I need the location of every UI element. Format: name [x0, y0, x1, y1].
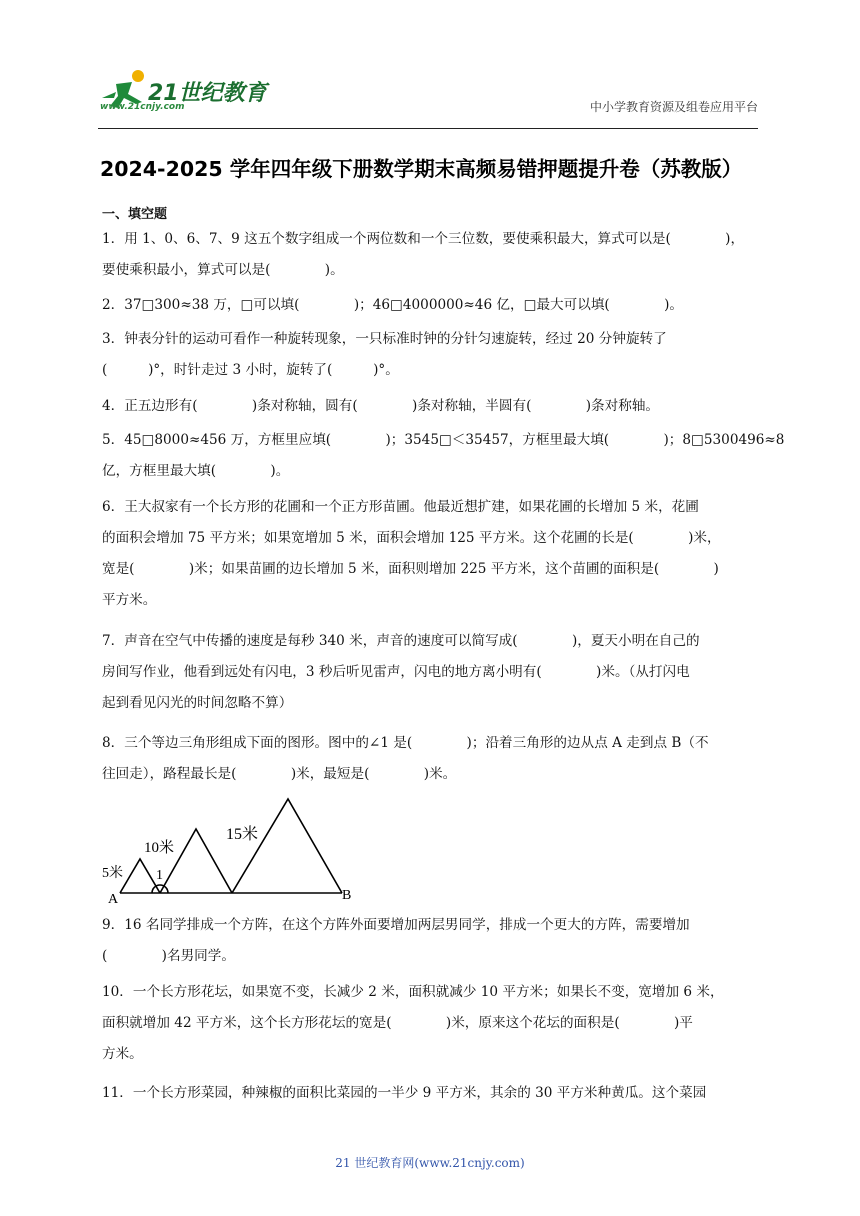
question-line: 8．三个等边三角形组成下面的图形。图中的∠1 是( )；沿着三角形的边从点 A 走到点 B（不 — [102, 735, 709, 751]
header-tagline: 中小学教育资源及组卷应用平台 — [589, 100, 758, 114]
question-line: 6．王大叔家有一个长方形的花圃和一个正方形苗圃。他最近想扩建，如果花圃的长增加 5 米，花圃 — [102, 499, 699, 515]
question-1 — [102, 224, 758, 286]
question-8 — [102, 728, 758, 790]
question-line: 往回走），路程最长是( )米，最短是( )米。 — [102, 766, 457, 782]
question-3 — [102, 324, 758, 386]
question-line: 5．45□8000≈456 万，方框里应填( )；3545□＜35457，方框里最大填( )；8□5300496≈8 — [102, 432, 785, 448]
question-line: 起到看见闪光的时间忽略不算） — [102, 695, 293, 711]
question-line: 3．钟表分针的运动可看作一种旋转现象，一只标准时钟的分针匀速旋转，经过 20 分钟旋转了 — [102, 331, 667, 347]
label-15m: 15米 — [226, 826, 259, 843]
question-7 — [102, 626, 758, 719]
question-10 — [102, 977, 758, 1070]
question-2 — [102, 290, 758, 321]
question-line: ( )名男同学。 — [102, 948, 235, 964]
question-line: 9．16 名同学排成一个方阵，在这个方阵外面要增加两层男同学，排成一个更大的方阵，需要增加 — [102, 917, 690, 933]
label-angle-1: 1 — [156, 868, 163, 883]
question-line: 11．一个长方形菜园，种辣椒的面积比菜园的一半少 9 平方米，其余的 30 平方米种黄瓜。这个菜园 — [102, 1085, 707, 1101]
question-line: 宽是( )米；如果苗圃的边长增加 5 米，面积则增加 225 平方米，这个苗圃的面积是( ) — [102, 561, 719, 577]
question-9 — [102, 910, 758, 972]
label-10m: 10米 — [144, 840, 175, 856]
page-footer: 21 世纪教育网(www.21cnjy.com) — [335, 1156, 525, 1170]
logo-text: 21世纪教育 — [148, 81, 267, 106]
triangle-medium — [160, 829, 232, 893]
label-5m: 5米 — [102, 866, 123, 881]
label-point-a: A — [108, 892, 119, 905]
question-4 — [102, 391, 758, 422]
question-line: 10．一个长方形花坛，如果宽不变，长减少 2 米，面积就减少 10 平方米；如果长不变，宽增加 6 米， — [102, 984, 724, 1000]
question-11 — [102, 1078, 758, 1109]
page-title: 2024-2025 学年四年级下册数学期末高频易错押题提升卷（苏教版） — [100, 157, 743, 181]
question-line: 2．37□300≈38 万，□可以填( )；46□4000000≈46 亿，□最大可以填( )。 — [102, 297, 683, 313]
question-line: 的面积会增加 75 平方米；如果宽增加 5 米，面积会增加 125 平方米。这个花圃的长是( )米， — [102, 530, 721, 546]
question-line: 7．声音在空气中传播的速度是每秒 340 米，声音的速度可以简写成( )，夏天小明在自己的 — [102, 633, 700, 649]
label-point-b: B — [342, 888, 352, 903]
question-line: 面积就增加 42 平方米，这个长方形花坛的宽是( )米，原来这个花坛的面积是( )平 — [102, 1015, 693, 1031]
question-line: 1．用 1、0、6、7、9 这五个数字组成一个两位数和一个三位数，要使乘积最大，算式可以是( )， — [102, 231, 745, 247]
question-6 — [102, 492, 758, 616]
question-line: 平方米。 — [102, 592, 157, 608]
logo-url: www.21cnjy.com — [100, 102, 185, 112]
section-heading: 一、填空题 — [102, 207, 168, 222]
question-line: 房间写作业，他看到远处有闪电，3 秒后听见雷声，闪电的地方离小明有( )米。（从打闪电 — [102, 664, 690, 680]
header-divider — [98, 128, 758, 129]
question-5 — [102, 425, 785, 487]
logo — [98, 66, 268, 116]
question-line: 亿，方框里最大填( )。 — [102, 463, 290, 479]
question-line: ( )°，时针走过 3 小时，旋转了( )°。 — [102, 362, 399, 378]
triangle-large — [232, 799, 342, 893]
triangles-figure — [102, 795, 362, 905]
question-line: 要使乘积最小，算式可以是( )。 — [102, 262, 344, 278]
page-header — [98, 66, 758, 130]
question-line: 4．正五边形有( )条对称轴，圆有( )条对称轴，半圆有( )条对称轴。 — [102, 398, 660, 414]
question-line: 方米。 — [102, 1046, 143, 1062]
